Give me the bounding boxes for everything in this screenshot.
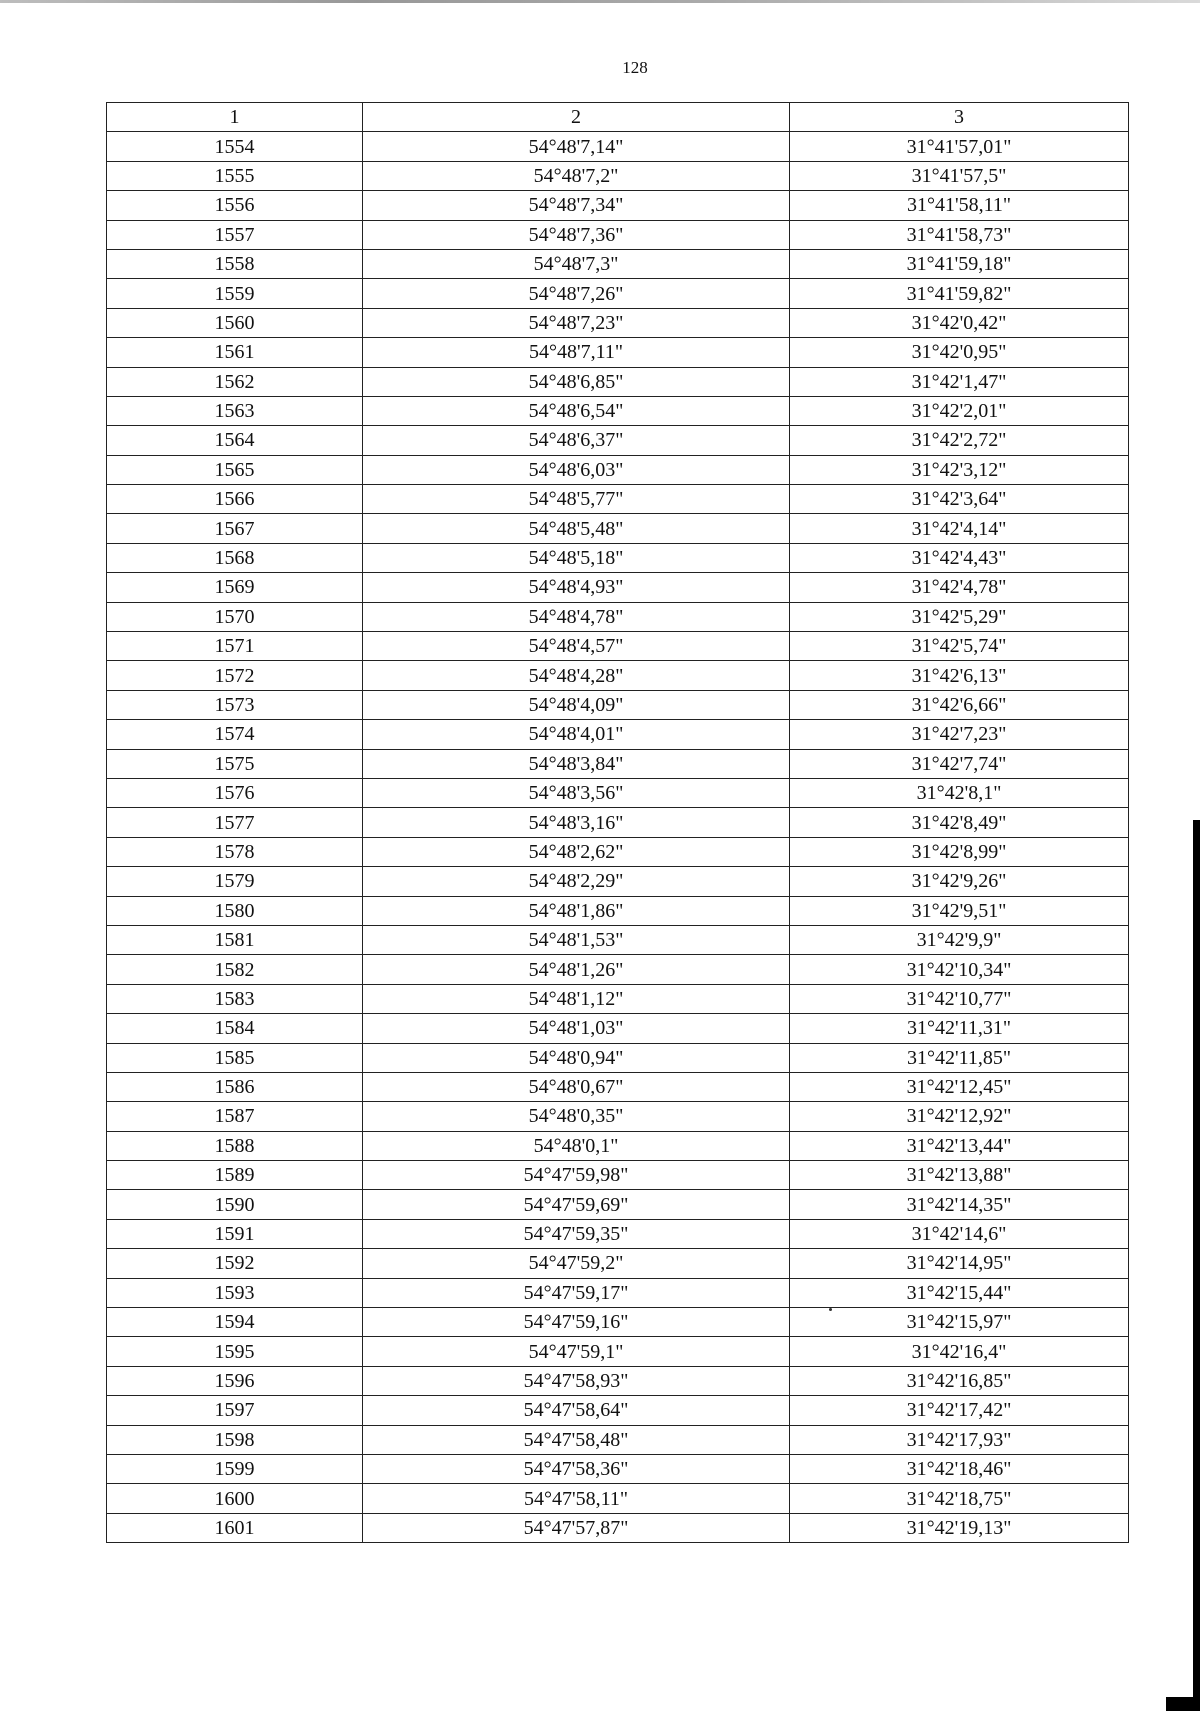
point-number-cell: 1558	[107, 249, 363, 278]
table-row	[107, 1131, 1129, 1160]
latitude-cell: 54°48'0,67"	[363, 1072, 790, 1101]
longitude-cell: 31°42'12,45"	[790, 1072, 1129, 1101]
point-number-cell: 1559	[107, 279, 363, 308]
table-row	[107, 1366, 1129, 1395]
latitude-cell: 54°47'58,93"	[363, 1366, 790, 1395]
latitude-cell: 54°48'0,35"	[363, 1102, 790, 1131]
latitude-cell: 54°48'5,48"	[363, 514, 790, 543]
table-row	[107, 632, 1129, 661]
point-number-cell: 1562	[107, 367, 363, 396]
point-number-cell: 1573	[107, 690, 363, 719]
latitude-cell: 54°48'7,2"	[363, 161, 790, 190]
longitude-cell: 31°42'7,74"	[790, 749, 1129, 778]
table-row	[107, 514, 1129, 543]
latitude-cell: 54°47'59,98"	[363, 1161, 790, 1190]
point-number-cell: 1594	[107, 1308, 363, 1337]
point-number-cell: 1561	[107, 338, 363, 367]
latitude-cell: 54°47'59,16"	[363, 1308, 790, 1337]
point-number-cell: 1590	[107, 1190, 363, 1219]
latitude-cell: 54°48'3,84"	[363, 749, 790, 778]
latitude-cell: 54°47'58,11"	[363, 1484, 790, 1513]
table-row	[107, 955, 1129, 984]
longitude-cell: 31°42'8,49"	[790, 808, 1129, 837]
table-row	[107, 485, 1129, 514]
point-number-cell: 1598	[107, 1425, 363, 1454]
table-row	[107, 925, 1129, 954]
table-row	[107, 1513, 1129, 1542]
latitude-cell: 54°48'1,26"	[363, 955, 790, 984]
longitude-cell: 31°42'9,9"	[790, 925, 1129, 954]
latitude-cell: 54°48'4,09"	[363, 690, 790, 719]
table-row	[107, 367, 1129, 396]
point-number-cell: 1600	[107, 1484, 363, 1513]
point-number-cell: 1585	[107, 1043, 363, 1072]
table-row	[107, 690, 1129, 719]
latitude-cell: 54°47'59,2"	[363, 1249, 790, 1278]
page-number: 128	[622, 58, 648, 77]
longitude-cell: 31°42'4,43"	[790, 543, 1129, 572]
longitude-cell: 31°42'17,42"	[790, 1396, 1129, 1425]
longitude-cell: 31°42'16,85"	[790, 1366, 1129, 1395]
point-number-cell: 1597	[107, 1396, 363, 1425]
table-row	[107, 896, 1129, 925]
table-row	[107, 602, 1129, 631]
table-row	[107, 132, 1129, 161]
latitude-cell: 54°48'7,11"	[363, 338, 790, 367]
longitude-cell: 31°42'3,12"	[790, 455, 1129, 484]
longitude-cell: 31°41'59,18"	[790, 249, 1129, 278]
longitude-cell: 31°42'4,78"	[790, 573, 1129, 602]
latitude-cell: 54°47'59,1"	[363, 1337, 790, 1366]
table-header-row	[107, 103, 1129, 132]
point-number-cell: 1577	[107, 808, 363, 837]
longitude-cell: 31°42'12,92"	[790, 1102, 1129, 1131]
point-number-cell: 1555	[107, 161, 363, 190]
longitude-cell: 31°42'17,93"	[790, 1425, 1129, 1454]
latitude-cell: 54°47'58,36"	[363, 1454, 790, 1483]
table-row	[107, 984, 1129, 1013]
point-number-cell: 1575	[107, 749, 363, 778]
longitude-cell: 31°42'10,34"	[790, 955, 1129, 984]
latitude-cell: 54°48'6,85"	[363, 367, 790, 396]
longitude-cell: 31°42'13,44"	[790, 1131, 1129, 1160]
latitude-cell: 54°48'5,77"	[363, 485, 790, 514]
table-row	[107, 720, 1129, 749]
latitude-cell: 54°48'6,37"	[363, 426, 790, 455]
table-row	[107, 1161, 1129, 1190]
latitude-cell: 54°48'7,23"	[363, 308, 790, 337]
table-body	[107, 132, 1129, 1543]
longitude-cell: 31°42'15,97"	[790, 1308, 1129, 1337]
table-row	[107, 455, 1129, 484]
longitude-cell: 31°42'1,47"	[790, 367, 1129, 396]
scan-corner-mark	[1166, 1697, 1200, 1711]
column-header-3: 3	[790, 103, 1129, 132]
point-number-cell: 1556	[107, 191, 363, 220]
point-number-cell: 1582	[107, 955, 363, 984]
table-row	[107, 808, 1129, 837]
latitude-cell: 54°47'57,87"	[363, 1513, 790, 1542]
table-row	[107, 1396, 1129, 1425]
longitude-cell: 31°42'14,95"	[790, 1249, 1129, 1278]
coordinates-table	[106, 102, 1129, 1543]
latitude-cell: 54°47'59,17"	[363, 1278, 790, 1307]
point-number-cell: 1586	[107, 1072, 363, 1101]
longitude-cell: 31°42'9,26"	[790, 867, 1129, 896]
table-row	[107, 308, 1129, 337]
latitude-cell: 54°48'4,57"	[363, 632, 790, 661]
point-number-cell: 1569	[107, 573, 363, 602]
longitude-cell: 31°42'19,13"	[790, 1513, 1129, 1542]
point-number-cell: 1592	[107, 1249, 363, 1278]
table-row	[107, 1454, 1129, 1483]
longitude-cell: 31°42'13,88"	[790, 1161, 1129, 1190]
latitude-cell: 54°48'0,1"	[363, 1131, 790, 1160]
longitude-cell: 31°41'58,11"	[790, 191, 1129, 220]
table-row	[107, 249, 1129, 278]
point-number-cell: 1596	[107, 1366, 363, 1395]
table-row	[107, 1425, 1129, 1454]
point-number-cell: 1587	[107, 1102, 363, 1131]
table-row	[107, 867, 1129, 896]
point-number-cell: 1581	[107, 925, 363, 954]
point-number-cell: 1595	[107, 1337, 363, 1366]
longitude-cell: 31°41'59,82"	[790, 279, 1129, 308]
table-row	[107, 661, 1129, 690]
point-number-cell: 1565	[107, 455, 363, 484]
table-row	[107, 1014, 1129, 1043]
table-row	[107, 749, 1129, 778]
latitude-cell: 54°48'6,03"	[363, 455, 790, 484]
point-number-cell: 1599	[107, 1454, 363, 1483]
latitude-cell: 54°48'3,16"	[363, 808, 790, 837]
point-number-cell: 1570	[107, 602, 363, 631]
longitude-cell: 31°42'14,35"	[790, 1190, 1129, 1219]
latitude-cell: 54°48'4,01"	[363, 720, 790, 749]
longitude-cell: 31°42'2,72"	[790, 426, 1129, 455]
table-row	[107, 1102, 1129, 1131]
latitude-cell: 54°47'58,64"	[363, 1396, 790, 1425]
point-number-cell: 1554	[107, 132, 363, 161]
point-number-cell: 1578	[107, 837, 363, 866]
latitude-cell: 54°48'1,03"	[363, 1014, 790, 1043]
latitude-cell: 54°48'7,3"	[363, 249, 790, 278]
longitude-cell: 31°42'4,14"	[790, 514, 1129, 543]
column-header-2: 2	[363, 103, 790, 132]
table-row	[107, 1278, 1129, 1307]
point-number-cell: 1566	[107, 485, 363, 514]
longitude-cell: 31°42'0,95"	[790, 338, 1129, 367]
latitude-cell: 54°48'1,12"	[363, 984, 790, 1013]
table-row	[107, 426, 1129, 455]
point-number-cell: 1567	[107, 514, 363, 543]
longitude-cell: 31°42'16,4"	[790, 1337, 1129, 1366]
table-row	[107, 1043, 1129, 1072]
point-number-cell: 1580	[107, 896, 363, 925]
table-row	[107, 573, 1129, 602]
point-number-cell: 1576	[107, 778, 363, 807]
latitude-cell: 54°48'4,28"	[363, 661, 790, 690]
stray-dot-mark	[829, 1308, 832, 1311]
point-number-cell: 1583	[107, 984, 363, 1013]
longitude-cell: 31°42'3,64"	[790, 485, 1129, 514]
longitude-cell: 31°42'5,29"	[790, 602, 1129, 631]
table-row	[107, 543, 1129, 572]
scan-top-edge	[0, 0, 1200, 3]
latitude-cell: 54°48'1,86"	[363, 896, 790, 925]
point-number-cell: 1593	[107, 1278, 363, 1307]
scan-right-edge	[1193, 820, 1200, 1711]
table-row	[107, 1219, 1129, 1248]
longitude-cell: 31°42'6,13"	[790, 661, 1129, 690]
table-row	[107, 837, 1129, 866]
longitude-cell: 31°42'18,75"	[790, 1484, 1129, 1513]
latitude-cell: 54°47'58,48"	[363, 1425, 790, 1454]
longitude-cell: 31°41'58,73"	[790, 220, 1129, 249]
longitude-cell: 31°42'10,77"	[790, 984, 1129, 1013]
latitude-cell: 54°48'6,54"	[363, 396, 790, 425]
column-header-1: 1	[107, 103, 363, 132]
table-row	[107, 396, 1129, 425]
point-number-cell: 1571	[107, 632, 363, 661]
latitude-cell: 54°48'7,36"	[363, 220, 790, 249]
longitude-cell: 31°42'2,01"	[790, 396, 1129, 425]
point-number-cell: 1568	[107, 543, 363, 572]
longitude-cell: 31°42'9,51"	[790, 896, 1129, 925]
point-number-cell: 1601	[107, 1513, 363, 1542]
latitude-cell: 54°48'7,34"	[363, 191, 790, 220]
table-row	[107, 778, 1129, 807]
longitude-cell: 31°41'57,01"	[790, 132, 1129, 161]
longitude-cell: 31°42'11,31"	[790, 1014, 1129, 1043]
point-number-cell: 1591	[107, 1219, 363, 1248]
latitude-cell: 54°48'1,53"	[363, 925, 790, 954]
table-row	[107, 1249, 1129, 1278]
point-number-cell: 1588	[107, 1131, 363, 1160]
table-row	[107, 220, 1129, 249]
point-number-cell: 1560	[107, 308, 363, 337]
longitude-cell: 31°42'6,66"	[790, 690, 1129, 719]
table-row	[107, 1484, 1129, 1513]
latitude-cell: 54°48'4,93"	[363, 573, 790, 602]
point-number-cell: 1589	[107, 1161, 363, 1190]
longitude-cell: 31°42'8,99"	[790, 837, 1129, 866]
longitude-cell: 31°41'57,5"	[790, 161, 1129, 190]
latitude-cell: 54°48'5,18"	[363, 543, 790, 572]
longitude-cell: 31°42'14,6"	[790, 1219, 1129, 1248]
table-row	[107, 1072, 1129, 1101]
longitude-cell: 31°42'7,23"	[790, 720, 1129, 749]
latitude-cell: 54°48'7,14"	[363, 132, 790, 161]
table-row	[107, 1308, 1129, 1337]
latitude-cell: 54°48'3,56"	[363, 778, 790, 807]
point-number-cell: 1563	[107, 396, 363, 425]
longitude-cell: 31°42'18,46"	[790, 1454, 1129, 1483]
latitude-cell: 54°48'2,29"	[363, 867, 790, 896]
table-row	[107, 1190, 1129, 1219]
latitude-cell: 54°47'59,35"	[363, 1219, 790, 1248]
latitude-cell: 54°48'0,94"	[363, 1043, 790, 1072]
point-number-cell: 1572	[107, 661, 363, 690]
longitude-cell: 31°42'5,74"	[790, 632, 1129, 661]
point-number-cell: 1579	[107, 867, 363, 896]
point-number-cell: 1574	[107, 720, 363, 749]
point-number-cell: 1584	[107, 1014, 363, 1043]
table-row	[107, 1337, 1129, 1366]
longitude-cell: 31°42'0,42"	[790, 308, 1129, 337]
point-number-cell: 1557	[107, 220, 363, 249]
longitude-cell: 31°42'8,1"	[790, 778, 1129, 807]
latitude-cell: 54°48'7,26"	[363, 279, 790, 308]
latitude-cell: 54°48'4,78"	[363, 602, 790, 631]
latitude-cell: 54°47'59,69"	[363, 1190, 790, 1219]
table-row	[107, 161, 1129, 190]
point-number-cell: 1564	[107, 426, 363, 455]
longitude-cell: 31°42'15,44"	[790, 1278, 1129, 1307]
latitude-cell: 54°48'2,62"	[363, 837, 790, 866]
table-row	[107, 338, 1129, 367]
longitude-cell: 31°42'11,85"	[790, 1043, 1129, 1072]
table-row	[107, 191, 1129, 220]
table-row	[107, 279, 1129, 308]
